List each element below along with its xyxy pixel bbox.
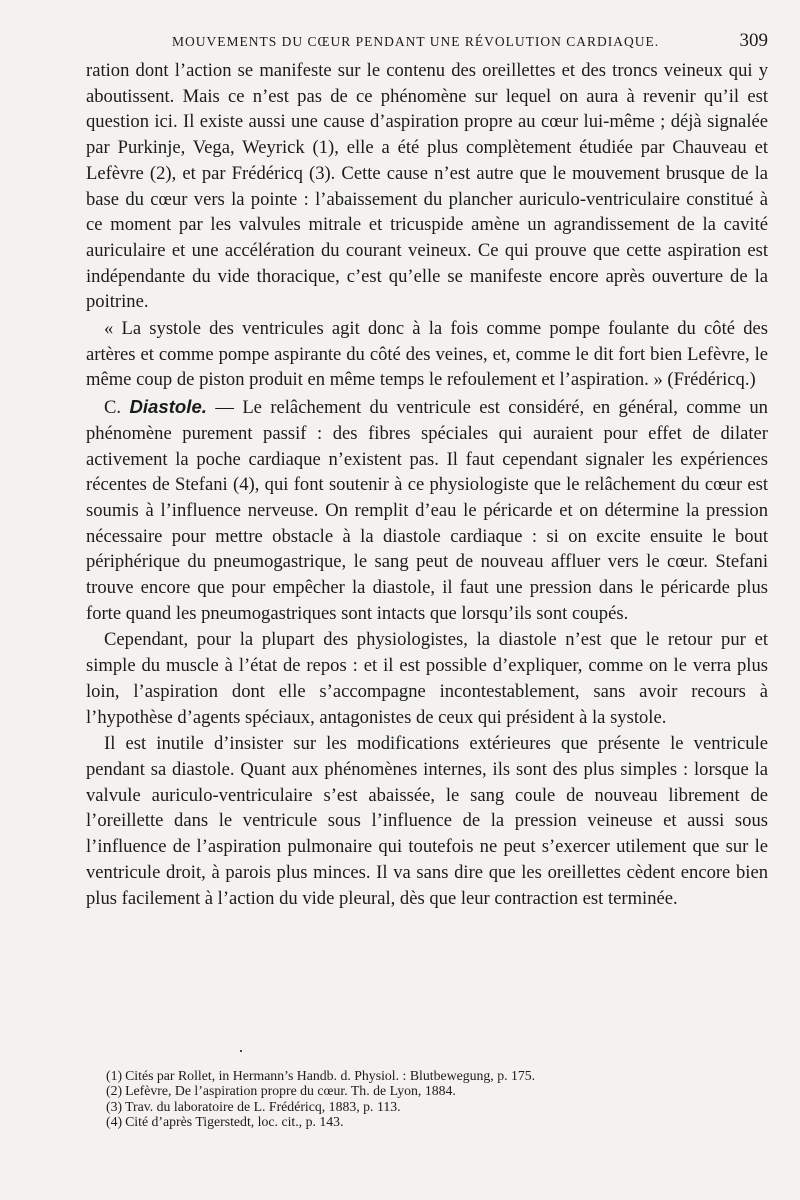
footnote: [106, 1083, 768, 1098]
footnote-divider: [240, 1050, 242, 1052]
footnotes: [106, 1068, 768, 1130]
footnote-text: Cité d’après Tigerstedt, loc. cit., p. 143.: [125, 1114, 344, 1130]
footnote-text: Cités par Rollet, in Hermann’s Handb. d. Physiol. : Blutbewegung, p. 175.: [125, 1068, 536, 1083]
paragraph-diastole-text: Le relâchement du ventricule est considéré, en général, comme un phénomène purement passif : des fibres spéciales qui auraient pour effet de dilater activement la poche cardiaque n’existent pas. Il faut cependant signaler les expériences récentes de Stefani (4), qui font soutenir à ce physiologiste que le relâchement du cœur est soumis à l’influence nerveuse. On remplit d’eau le péricarde et on détermine la pression nécessaire pour mettre obstacle à la diastole cardiaque : si on excite ensuite le bout périphérique du pneumogastrique, le sang peut de nouveau affluer vers le cœur. Stefani trouve encore que pour empêcher la diastole, il faut une pression dans le péricarde plus forte quand les pneumogastriques sont intacts que lorsqu’ils sont coupés.: [86, 397, 768, 624]
paragraph-internal-phenomena: Il est inutile d’insister sur les modifications extérieures que présente le ventricule pendant sa diastole. Quant aux phénomènes internes, ils sont des plus simples : lorsque la valvule auriculo-ventriculaire s’est abaissée, le sang coule de nouveau librement de l’oreillette dans le ventricule sous l’influence de la pression veineuse et aussi sous l’influence de l’aspiration pulmonaire qui toutefois ne peut s’exercer utilement que sur le ventricule droit, à parois plus minces. Il va sans dire que les oreillettes cèdent encore bien plus facilement à l’action du vide pleural, dès que leur contraction est terminée.: [86, 733, 768, 909]
running-title: MOUVEMENTS DU CŒUR PENDANT UNE RÉVOLUTION CARDIAQUE.: [172, 34, 660, 49]
footnote-ref: (1): [106, 1068, 123, 1083]
footnote-ref: (3): [106, 1098, 123, 1114]
footnote: [106, 1099, 768, 1114]
paragraph-continuation: ration dont l’action se manifeste sur le contenu des oreillettes et des troncs veineux qui y aboutissent. Mais ce n’est pas de ce phénomène sur lequel on aura à revenir qu’il est question ici. Il existe aussi une cause d’aspiration propre au cœur lui-même ; déjà signalée par Purkinje, Vega, Weyrick (1), elle a été plus complètement étudiée par Chauveau et Lefèvre (2), et par Frédéricq (3). Cette cause n’est autre que le mouvement brusque de la base du cœur vers la pointe : l’abaissement du plancher auriculo-ventriculaire constitué à ce moment par les valvules mitrale et tricuspide amène un agrandissement de la cavité auriculaire et une accélération du courant veineux. Ce qui prouve que cette aspiration est indépendante du vide thoracique, c’est qu’elle se manifeste encore après ouverture de la poitrine.: [86, 60, 768, 313]
page-number: 309: [739, 30, 768, 51]
footnote-ref: (2): [106, 1083, 123, 1099]
footnote-ref: (4): [106, 1114, 123, 1130]
section-heading: Diastole.: [129, 396, 207, 418]
footnote: [106, 1114, 768, 1129]
section-label: C.: [104, 397, 122, 419]
footnote-text: Lefèvre, De l’aspiration propre du cœur. Th. de Lyon, 1884.: [125, 1083, 456, 1099]
body-text: [86, 58, 768, 911]
running-header: [86, 30, 768, 52]
paragraph-quote: « La systole des ventricules agit donc à la fois comme pompe foulante du côté des artères et comme pompe aspirante du côté des veines, et, comme le dit fort bien Lefèvre, le même coup de piston produit en même temps le refoulement et l’aspiration. » (Frédéricq.): [86, 318, 768, 391]
paragraph-diastole: [86, 394, 768, 626]
section-dash: —: [215, 397, 234, 419]
footnote-text: Trav. du laboratoire de L. Frédéricq, 1883, p. 113.: [125, 1098, 401, 1114]
paragraph-physiologists: Cependant, pour la plupart des physiologistes, la diastole n’est que le retour pur et simple du muscle à l’état de repos : et il est possible d’expliquer, comme on le verra plus loin, l’aspiration dont elle s’accompagne incontestablement, sans avoir recours à l’hypothèse d’agents spéciaux, antagonistes de ceux qui président à la systole.: [86, 629, 768, 728]
footnote: [106, 1068, 768, 1083]
